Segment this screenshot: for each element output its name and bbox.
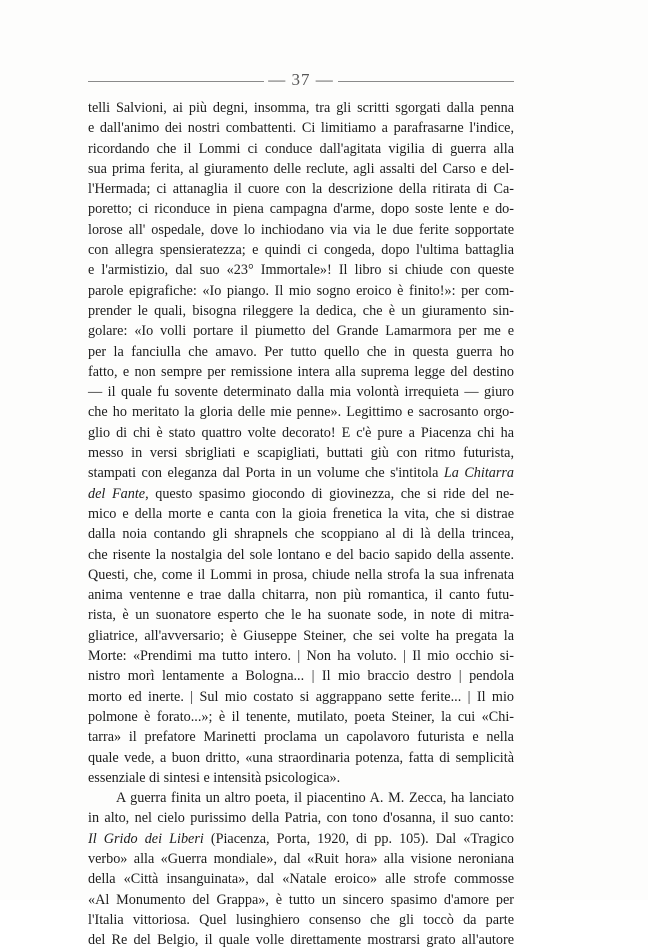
- header-rule-right: [338, 81, 514, 82]
- book-title: del Fante: [88, 485, 146, 502]
- text-line: nistro morì lentamente a Bologna... | Il mio braccio destro | pendola: [88, 668, 514, 685]
- text-line: gliatrice, all'avversario; è Giuseppe Steiner, che sei volte ha pregata la: [88, 627, 514, 644]
- text-line: Questi, che, come il Lommi in prosa, chiude nella strofa la sua infrenata: [88, 566, 514, 583]
- text-line: mico e della morte e canta con la gioia frenetica la vita, che si distrae: [88, 505, 514, 522]
- text-line: morto ed inerte. | Sul mio costato si aggrappano sette ferite... | Il mio: [88, 688, 514, 705]
- body-text: [88, 98, 514, 950]
- text-line: stampati con eleganza dal Porta in un volume che s'intitola La Chitarra: [88, 465, 514, 482]
- text-line: — il quale fu sovente determinato dalla mia volontà irrequieta — giuro: [88, 384, 514, 401]
- book-title: La Chitarra: [443, 465, 514, 482]
- text-line: poretto; ci riconduce in piena campagna d'arme, dopo soste lente e do-: [88, 201, 514, 218]
- text-line: e l'armistizio, dal suo «23° Immortale»! Il libro si chiude con queste: [88, 262, 514, 279]
- text-line: anima ventenne e trae dalla chitarra, non più romantica, il canto futu-: [88, 587, 514, 604]
- text-line: del Fante, questo spasimo giocondo di giovinezza, che si ride del ne-: [88, 485, 514, 502]
- page-header: [88, 62, 514, 92]
- text-line: rista, è un suonatore esperto che le ha suonate sode, in note di mitra-: [88, 607, 514, 624]
- text-line: lorose all' ospedale, dove lo inchiodano via via le due ferite sopportate: [88, 221, 514, 238]
- text-line: Morte: «Prendimi ma tutto intero. | Non ha voluto. | Il mio occhio si-: [88, 648, 514, 665]
- text-line: che risente la nostalgia del sole lontano e del bacio sapido della assente.: [88, 546, 514, 563]
- text-line: sua prima ferita, al giuramento delle reclute, agli assalti del Carso e del-: [88, 160, 514, 177]
- text-line: «Al Monumento del Grappa», è tutto un sincero spasimo d'amore per: [88, 891, 514, 908]
- text-line: Il Grido dei Liberi (Piacenza, Porta, 1920, di pp. 105). Dal «Tragico: [88, 830, 514, 847]
- text-line: parole epigrafiche: «Io piango. Il mio sogno eroico è finito!»: per com-: [88, 282, 514, 299]
- text-line: essenziale di sintesi e intensità psicologica».: [88, 769, 341, 786]
- book-title: Il Grido dei Liberi: [88, 830, 204, 847]
- text-line: glio di chi è stato quattro volte decorato! E c'è pure a Piacenza chi ha: [88, 424, 514, 441]
- text-line: A guerra finita un altro poeta, il piacentino A. M. Zecca, ha lanciato: [116, 790, 514, 807]
- text-line: verbo» alla «Guerra mondiale», dal «Ruit hora» alla visione neroniana: [88, 850, 514, 867]
- text-line: polmone è forato...»; è il tenente, mutilato, poeta Steiner, la cui «Chi-: [88, 708, 514, 725]
- text-line: e dall'animo dei nostri combattenti. Ci limitiamo a parafrasarne l'indice,: [88, 120, 514, 137]
- text-line: quale vede, a buon dritto, «una straordinaria potenza, fatta di semplicità: [88, 749, 514, 766]
- text-line: tarra» il prefatore Marinetti proclama un capolavoro futurista e nella: [88, 729, 514, 746]
- text-line: del Re del Belgio, il quale volle direttamente mostrarsi grato all'autore: [88, 932, 514, 949]
- text-line: dalla noia contando gli shrapnels che scoppiano al di là della trincea,: [88, 526, 514, 543]
- text-line: messo in versi sbrigliati e scapigliati, buttati giù con ritmo futurista,: [88, 445, 514, 462]
- text-line: golare: «Io volli portare il piumetto del Grande Lamarmora per me e: [88, 323, 514, 340]
- text-line: in alto, nel cielo purissimo della Patria, con tono d'osanna, il suo canto:: [88, 810, 514, 827]
- text-line: prender le quali, bisogna rileggere la dedica, che è un giuramento sin-: [88, 302, 514, 319]
- text-line: della «Città insanguinata», dal «Natale eroico» alle strofe commosse: [88, 871, 514, 888]
- text-line: con allegra spensieratezza; e quindi ci congeda, dopo l'ultima battaglia: [88, 242, 514, 259]
- text-line: ricordando che il Lommi ci conduce dall'agitata vigilia di guerra alla: [88, 140, 514, 157]
- text-line: fatto, e non sempre per remissione intera alla suprema legge del destino: [88, 363, 514, 380]
- page-number: — 37 —: [268, 70, 334, 89]
- text-line: l'Italia vittoriosa. Quel lusinghiero consenso che gli toccò da parte: [88, 911, 514, 928]
- text-line: telli Salvioni, ai più degni, insomma, tra gli scritti sgorgati dalla penna: [88, 100, 514, 116]
- text-line: per la fanciulla che amavo. Per tutto quello che in questa guerra ho: [88, 343, 514, 360]
- text-line: l'Hermada; ci attanaglia il cuore con la descrizione della ritirata di Ca-: [88, 181, 514, 198]
- text-line: che ho meritato la gloria delle mie penne». Legittimo e sacrosanto orgo-: [88, 404, 514, 421]
